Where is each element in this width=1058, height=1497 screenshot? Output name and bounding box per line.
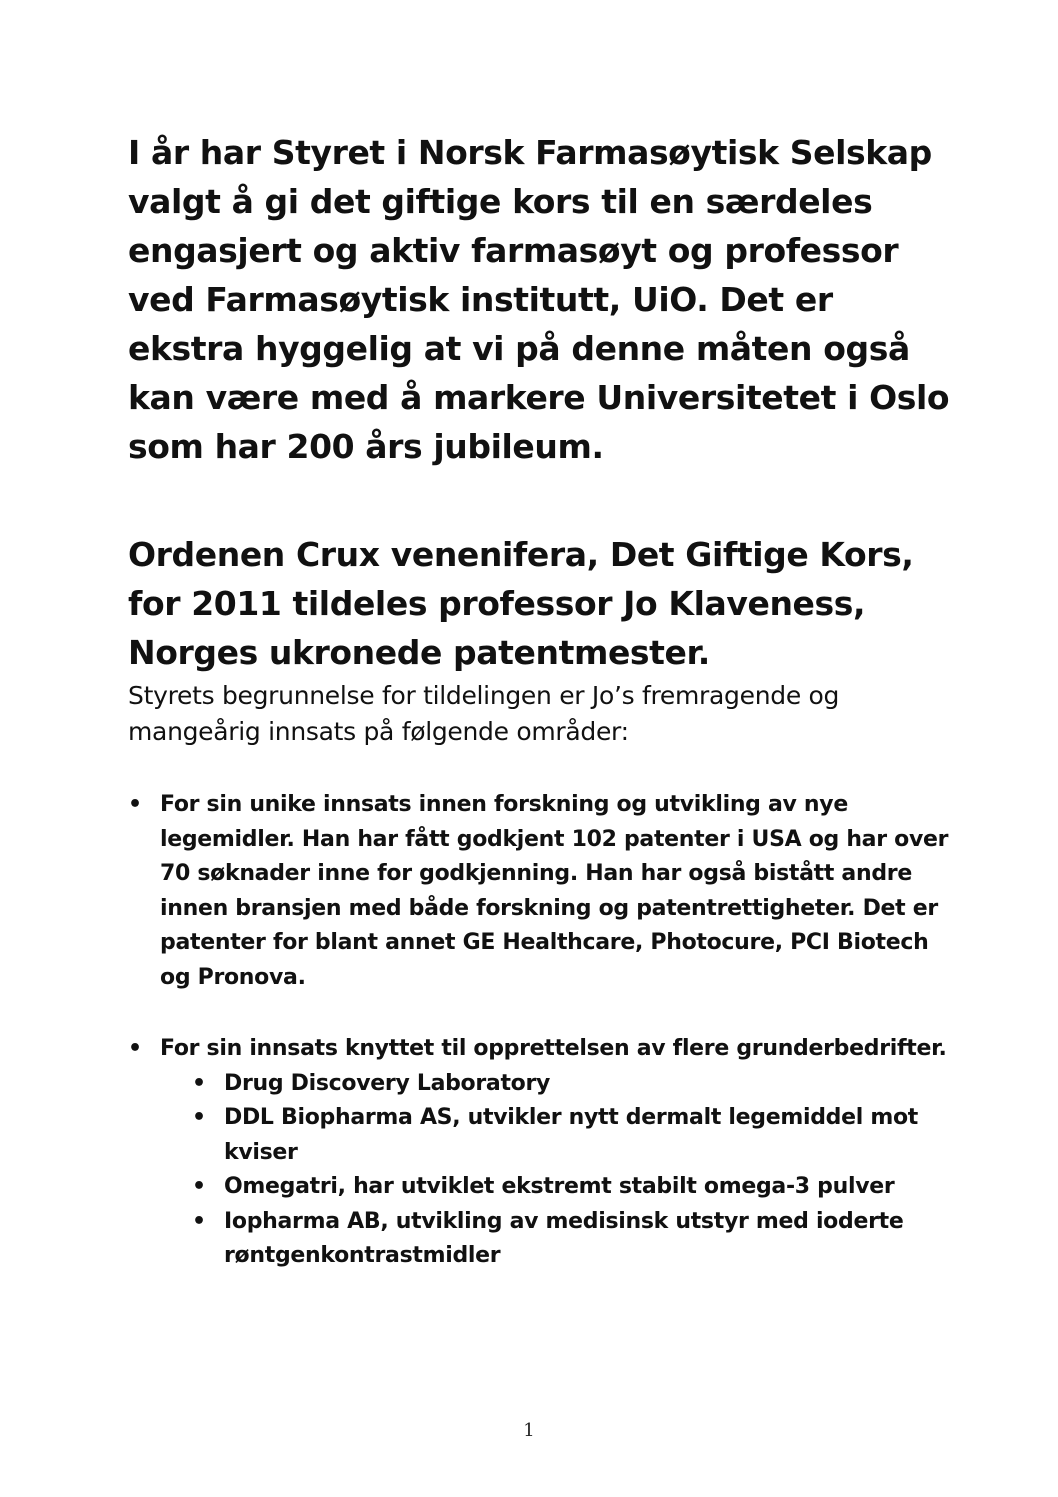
sublist-item <box>192 1101 958 1170</box>
achievement-list <box>128 788 958 995</box>
sublist-item-text: DDL Biopharma AS, utvikler nytt dermalt legemiddel mot kviser <box>224 1105 918 1165</box>
list-item <box>128 1032 958 1067</box>
page-number: 1 <box>523 1420 535 1441</box>
award-announcement: Ordenen Crux venenifera, Det Giftige Kors, for 2011 tildeles professor Jo Klaveness, Norges ukronede patentmester. <box>128 535 914 672</box>
bullet-icon: • <box>192 1174 206 1199</box>
list-item-text: For sin innsats knyttet til opprettelsen av flere grunderbedrifter. <box>160 1036 947 1061</box>
bullet-icon: • <box>128 1036 142 1061</box>
bullet-icon: • <box>192 1208 206 1234</box>
intro-paragraph: I år har Styret i Norsk Farmasøytisk Selskap valgt å gi det giftige kors til en særdeles engasjert og aktiv farmasøyt og professor ved Farmasøytisk institutt, UiO. Det er ekstra hyggelig at vi på denne måten også kan være med å markere Universitetet i Oslo som har 200 års jubileum. <box>128 133 950 466</box>
bullet-icon: • <box>128 792 142 817</box>
sublist-item <box>192 1170 958 1205</box>
list-item-text: For sin unike innsats innen forskning og utvikling av nye legemidler. Han har fått godkjent 102 patenter i USA og har over 70 søknader inne for godkjenning. Han har også bistått andre innen bransjen med både forskning og patentrettigheter. Det er patenter for blant annet GE Healthcare, Photocure, PCI Biotech og Pronova. <box>160 792 949 990</box>
sublist-item-text: Omegatri, har utviklet ekstremt stabilt omega-3 pulver <box>224 1174 895 1199</box>
sublist-container <box>128 1067 958 1274</box>
company-sublist <box>128 1067 958 1274</box>
startup-list <box>128 1032 958 1274</box>
sublist-item <box>192 1205 958 1274</box>
sublist-item-text: Drug Discovery Laboratory <box>224 1070 551 1096</box>
bullet-icon: • <box>192 1105 206 1130</box>
sublist-item-text: Iopharma AB, utvikling av medisinsk utstyr med ioderte røntgenkontrastmidler <box>224 1208 904 1268</box>
list-item <box>128 788 958 995</box>
sublist-item <box>192 1067 958 1102</box>
rationale-paragraph: Styrets begrunnelse for tildelingen er Jo’s fremragende og mangeårig innsats på følgende områder: <box>128 681 840 746</box>
bullet-icon: • <box>192 1070 206 1096</box>
